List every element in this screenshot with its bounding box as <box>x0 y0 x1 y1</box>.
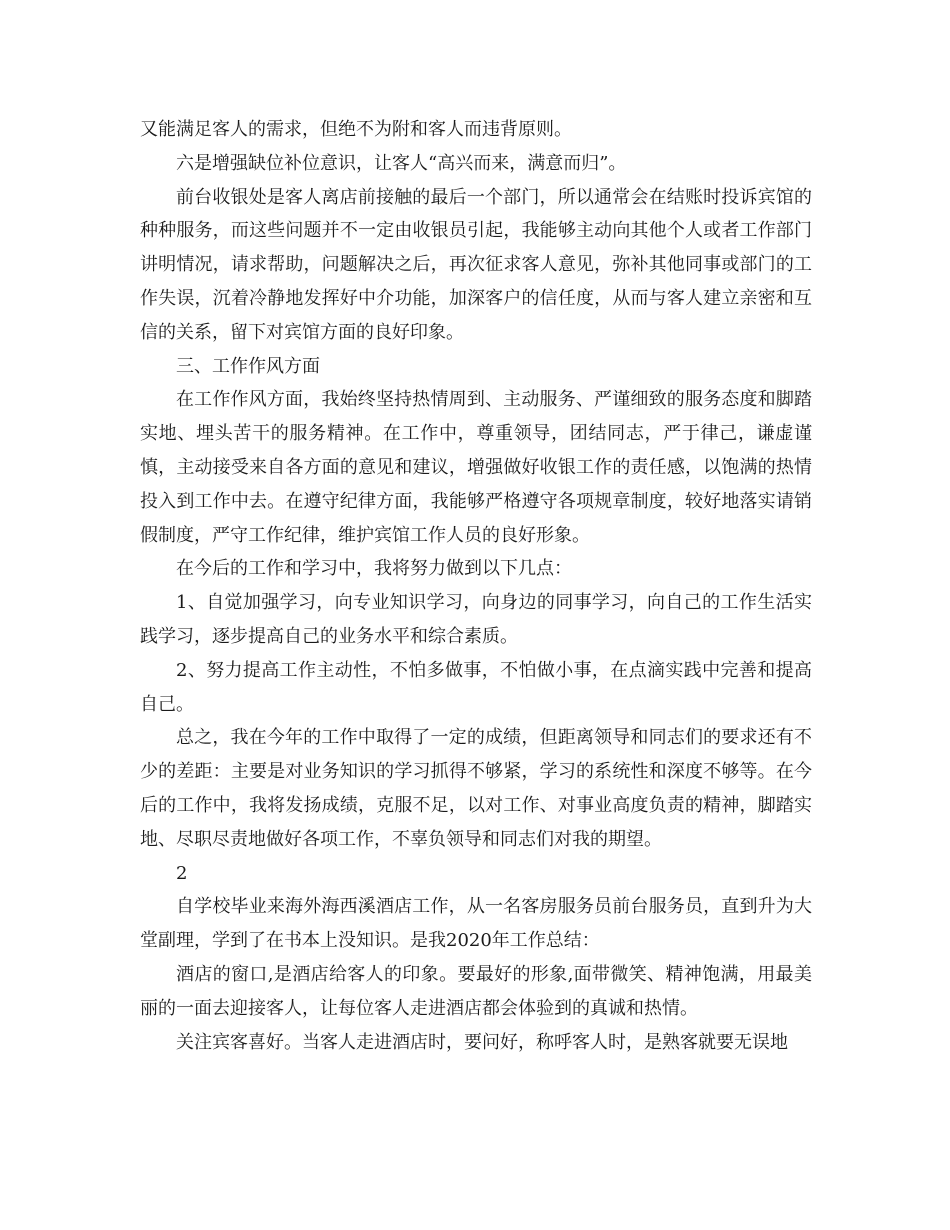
paragraph-plan-item-2: 2、努力提高工作主动性，不怕多做事，不怕做小事，在点滴实践中完善和提高自己。 <box>140 659 812 715</box>
paragraph-cashier-desk: 前台收银处是客人离店前接触的最后一个部门，所以通常会在结账时投诉宾馆的种种服务，而这些问题并不一定由收银员引起，我能够主动向其他个人或者工作部门讲明情况，请求帮助，问题解决之后，再次征求客人意见，弥补其他同事或部门的工作失误，沉着冷静地发挥好中介功能，加深客户的信任度，从而与客人建立亲密和互信的关系，留下对宾馆方面的良好印象。 <box>140 186 812 343</box>
paragraph-future-plan-intro: 在今后的工作和学习中，我将努力做到以下几点： <box>176 558 572 580</box>
section-number: 2 <box>176 862 188 884</box>
paragraph-work-style: 在工作作风方面，我始终坚持热情周到、主动服务、严谨细致的服务态度和脚踏实地、埋头苦干的服务精神。在工作中，尊重领导，团结同志，严于律己，谦虚谨慎，主动接受来自各方面的意见和建议，增强做好收银工作的责任感，以饱满的热情投入到工作中去。在遵守纪律方面，我能够严格遵守各项规章制度，较好地落实请销假制度，严守工作纪律，维护宾馆工作人员的良好形象。 <box>140 389 812 546</box>
paragraph-guest-preferences: 关注宾客喜好。当客人走进酒店时，要问好，称呼客人时，是熟客就要无误地 <box>176 1031 788 1053</box>
section-heading-work-style: 三、工作作风方面 <box>176 355 320 377</box>
paragraph-hotel-intro: 自学校毕业来海外海西溪酒店工作，从一名客房服务员前台服务员，直到升为大堂副理，学到了在书本上没知识。是我2020年工作总结： <box>140 896 812 952</box>
paragraph-hotel-window: 酒店的窗口,是酒店给客人的印象。要最好的形象,面带微笑、精神饱满，用最美丽的一面去迎接客人，让每位客人走进酒店都会体验到的真诚和热情。 <box>140 963 812 1019</box>
paragraph-plan-item-1: 1、自觉加强学习，向专业知识学习，向身边的同事学习，向自己的工作生活实践学习，逐步提高自己的业务水平和综合素质。 <box>140 592 812 647</box>
paragraph-point-six: 六是增强缺位补位意识，让客人“高兴而来，满意而归”。 <box>176 152 627 174</box>
document-body <box>140 113 812 1059</box>
paragraph-continuation: 又能满足客人的需求，但绝不为附和客人而违背原则。 <box>140 119 572 140</box>
paragraph-conclusion: 总之，我在今年的工作中取得了一定的成绩，但距离领导和同志们的要求还有不少的差距：主要是对业务知识的学习抓得不够紧，学习的系统性和深度不够等。在今后的工作中，我将发扬成绩，克服不足，以对工作、对事业高度负责的精神，脚踏实地、尽职尽责地做好各项工作，不辜负领导和同志们对我的期望。 <box>140 727 812 850</box>
